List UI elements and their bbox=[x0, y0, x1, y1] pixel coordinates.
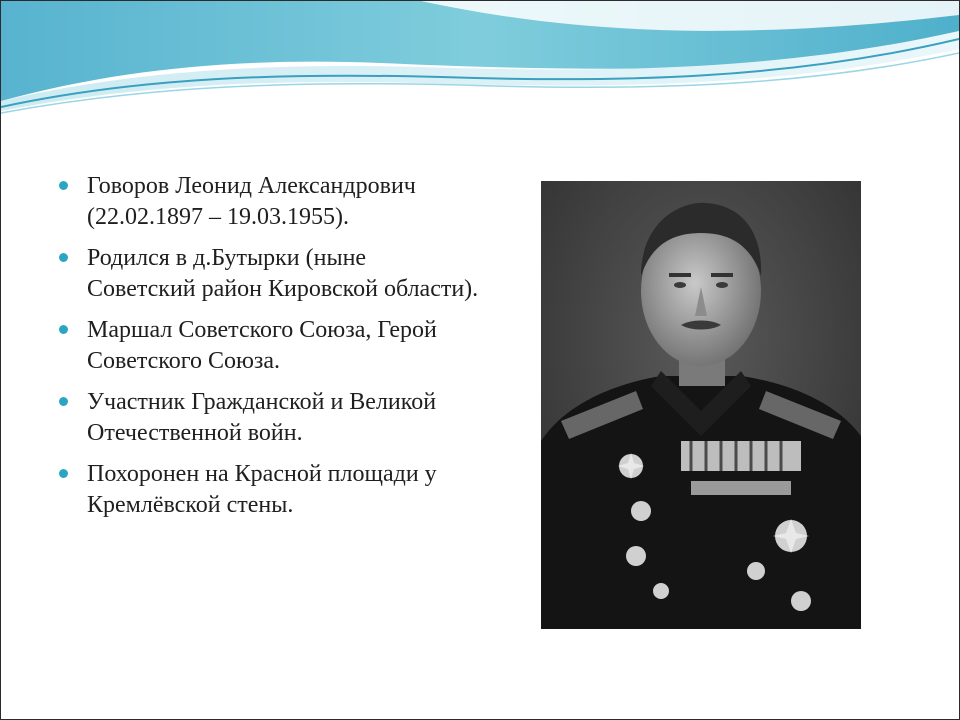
bullet-text: Похоронен на Красной площади у Кремлёвской стены. bbox=[87, 461, 437, 518]
list-item bbox=[59, 387, 479, 449]
bullet-text: Говоров Леонид Александрович (22.02.1897 – 19.03.1955). bbox=[87, 173, 416, 230]
list-item bbox=[59, 171, 479, 233]
bullet-icon bbox=[59, 181, 68, 190]
bullet-text: Маршал Советского Союза, Герой Советского Союза. bbox=[87, 317, 437, 374]
wave-header-decoration bbox=[1, 1, 959, 131]
list-item bbox=[59, 315, 479, 377]
bullet-icon bbox=[59, 253, 68, 262]
list-item bbox=[59, 459, 479, 521]
bullet-icon bbox=[59, 325, 68, 334]
portrait-photo bbox=[541, 181, 861, 629]
bullet-text: Участник Гражданской и Великой Отечественной войн. bbox=[87, 389, 437, 446]
bullet-icon bbox=[59, 397, 68, 406]
bullet-list bbox=[59, 171, 479, 531]
list-item bbox=[59, 243, 479, 305]
bullet-icon bbox=[59, 469, 68, 478]
bullet-text: Родился в д.Бутырки (ныне Советский район Кировской области). bbox=[87, 245, 479, 302]
